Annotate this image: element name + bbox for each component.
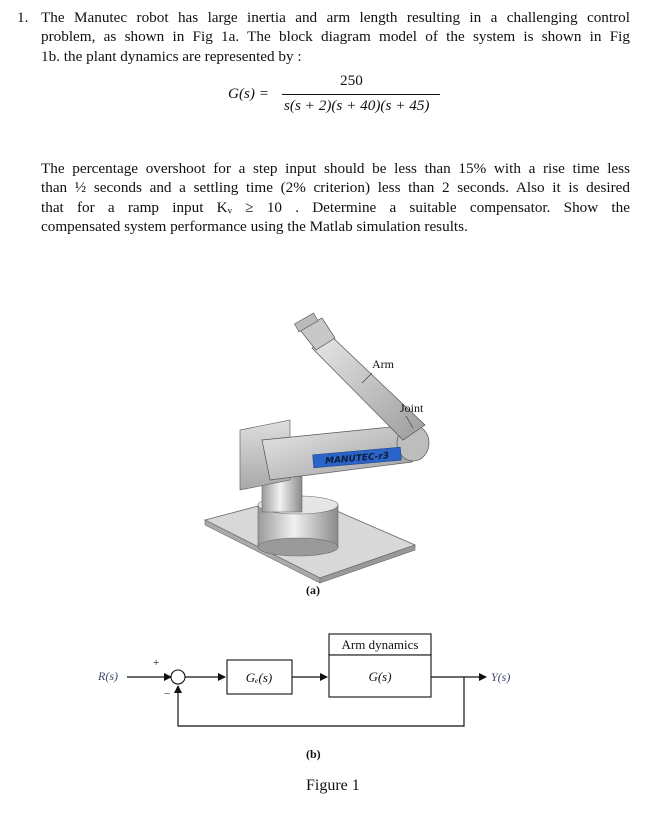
robot-illustration — [0, 280, 669, 610]
summing-junction — [171, 670, 185, 684]
minus-sign: − — [164, 688, 171, 700]
figure-a-caption: (a) — [306, 583, 320, 597]
spec-line-2: than ½ seconds and a settling time (2% criterion) less than 2 seconds. Also it is desired — [41, 179, 630, 197]
intro-line-2: problem, as shown in Fig 1a. The block diagram model of the system is shown in Fig — [41, 28, 630, 46]
intro-line-1: The Manutec robot has large inertia and arm length resulting in a challenging control — [41, 9, 630, 26]
block-diagram — [0, 625, 669, 740]
equation-lhs: G(s) = — [228, 85, 270, 102]
spec-line-1: The percentage overshoot for a step input should be less than 15% with a rise time less — [41, 160, 630, 177]
spec-line-3: that for a ramp input Kᵥ ≥ 10 . Determine a suitable compensator. Show the — [41, 198, 630, 216]
equation-denominator: s(s + 2)(s + 40)(s + 45) — [284, 97, 430, 114]
plant-label: G(s) — [368, 669, 392, 684]
brand-text: MANUTEC-r3 — [324, 451, 390, 467]
spec-line-4: compensated system performance using the Matlab simulation results. — [41, 218, 468, 236]
figure-b-caption: (b) — [306, 747, 321, 761]
plus-sign: + — [153, 657, 160, 669]
compensator-label: Gₑ(s) — [245, 670, 273, 685]
fraction-bar — [282, 94, 440, 95]
problem-specs — [41, 159, 630, 237]
plant-title: Arm dynamics — [341, 637, 419, 652]
figure-caption: Figure 1 — [306, 777, 360, 794]
label-arm: Arm — [372, 357, 394, 371]
equation-numerator: 250 — [340, 72, 363, 89]
output-label: Y(s) — [491, 670, 511, 684]
problem-intro — [41, 8, 630, 66]
problem-number: 1. — [17, 9, 29, 26]
intro-line-3: 1b. the plant dynamics are represented by : — [41, 47, 302, 65]
label-joint: Joint — [400, 401, 424, 415]
upper-arm — [312, 335, 425, 440]
input-label: R(s) — [98, 669, 118, 683]
